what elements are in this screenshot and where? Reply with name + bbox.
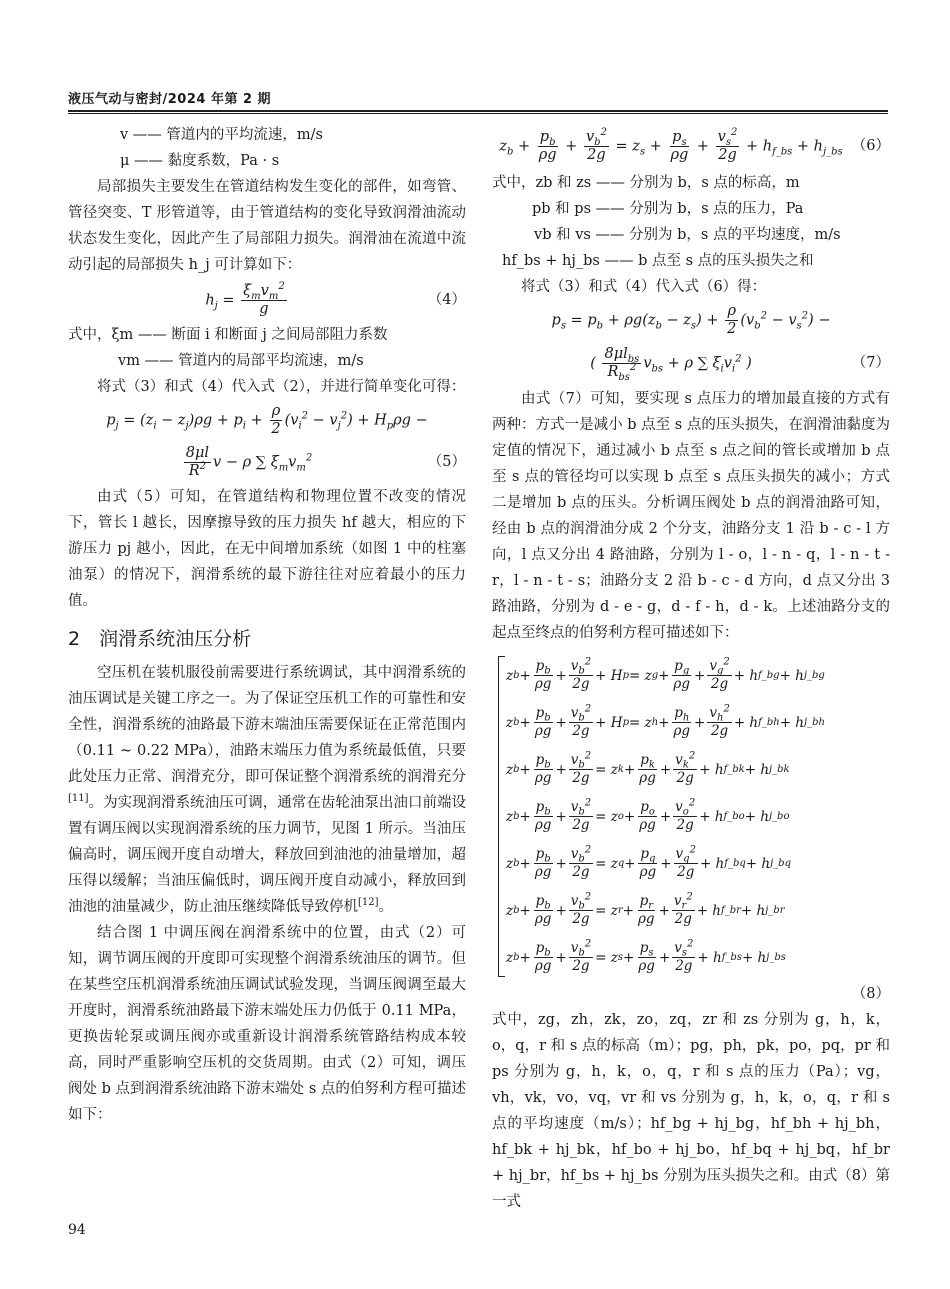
header-rule-thin (68, 113, 888, 114)
definition-p: pb 和 ps —— 分别为 b，s 点的压力，Pa (532, 201, 804, 217)
citation-11: [11] (68, 793, 89, 805)
equation-7-line1: $p_s = p_b + \rho g(z_b - z_s)$ + $\frac{\rho}{2}$ $(v_b^2 - v_s^2)$ − (551, 302, 831, 337)
page-number: 94 (68, 1222, 86, 1238)
left-column (68, 122, 466, 1128)
equation-8-row-g: z b + $\frac{p_b}{\rho g}$ + $\frac{v_b^2}{2g}$ + H p = z g + $\frac{p_g}{\rho g}$ + $\frac{v_g^2}{2g}$ + h f_bg + h j_bg (506, 656, 825, 692)
equation-8-row-k: z b + $\frac{p_b}{\rho g}$ + $\frac{v_b^2}{2g}$ = z k + $\frac{p_k}{\rho g}$ + $\frac{v_k^2}{2g}$ + h f_bk + h j_bk (506, 750, 790, 786)
paragraph-valve-position: 结合图 1 中调压阀在润滑系统中的位置，由式（2）可知，调节调压阀的开度即可实现整个润滑系统油压的调节。但在某些空压机润滑系统油压调试试验发现，当调压阀调至最大开度时，润滑系统油路最下游末端处压力仍低于 0.11 MPa，更换齿轮泵或调压阀亦或重新设计润滑系统管路结构成本较高，同时严重影响空压机的交货周期。由式（2）可知，调压阀处 b 点到润滑系统油路下游末端处 s 点的伯努利方程可描述如下： (68, 925, 466, 1123)
equation-4-number: （4） (427, 292, 466, 308)
equation-6: $z_b$ + $\frac{p_b}{\rho g}$ + $\frac{v_b^2}{2g}$ = $z_s$ + $\frac{p_s}{\rho g}$ + $\frac{v_s^2}{2g}$ + $h_{f\_bs} + h_{j\_bs}$ （6） (499, 126, 890, 163)
right-column (492, 122, 890, 1215)
definition-z: 式中，zb 和 zs —— 分别为 b，s 点的标高，m (492, 175, 800, 191)
equation-8-system (492, 652, 890, 981)
paragraph-local-loss: 局部损失主要发生在管道结构发生变化的部件，如弯管、管径突变、T 形管道等，由于管道结构的变化导致润滑油流动状态发生变化，因此产生了局部阻力损失。润滑油在流道中流动引起的局部损失 h_j 可计算如下： (68, 179, 466, 273)
header-rule (68, 110, 888, 112)
equation-7-number: （7） (851, 355, 890, 371)
paragraph-oil-debug: 空压机在装机服役前需要进行系统调试，其中润滑系统的油压调试是关键工序之一。为了保证空压机工作的可靠性和安全性，润滑系统的油路最下游末端油压需要保证在正常范围内（0.11 ~ 0.22 MPa），油路末端压力值为系统最低值，只要此处压力正常、润滑充分，即可保证整个润滑系统的润滑充分[11]。为实现润滑系统油压可调，通常在齿轮油泵出油口前端设置有调压阀以实现润滑系统的压力调节，见图 1 所示。当油压偏高时，调压阀开度自动增大，释放回到油池的油量增加，超压得以缓解；当油压偏低时，调压阀开度自动减小，释放回到油池的油量减少，防止油压继续降低导致停机[12]。 (68, 665, 466, 915)
paragraph-substitute-6: 将式（3）和式（4）代入式（6）得： (521, 279, 767, 295)
paragraph-substitute: 将式（3）和式（4）代入式（2），并进行简单变化可得： (97, 379, 466, 395)
citation-12: [12] (358, 897, 379, 909)
equation-4: $h_j$ = $\frac{\xi_mv_m^2}{g}$ （4） (205, 280, 466, 317)
equation-8-row-r: z b + $\frac{p_b}{\rho g}$ + $\frac{v_b^2}{2g}$ = z r + $\frac{p_r}{\rho g}$ + $\frac{v_r^2}{2g}$ + h f_br + h j_br (506, 891, 785, 927)
definition-xi: 式中，ξm —— 断面 i 和断面 j 之间局部阻力系数 (68, 327, 388, 343)
definition-vb: vb 和 vs —— 分别为 b，s 点的平均速度，m/s (534, 227, 841, 243)
equation-8-row-o: z b + $\frac{p_b}{\rho g}$ + $\frac{v_b^2}{2g}$ = z o + $\frac{p_o}{\rho g}$ + $\frac{v_o^2}{2g}$ + h f_bo + h j_bo (506, 797, 790, 833)
section-heading: 2 润滑系统油压分析 (68, 628, 252, 650)
equation-6-number: （6） (851, 138, 890, 154)
equation-8-number: （8） (851, 986, 890, 1002)
equation-8-row-s: z b + $\frac{p_b}{\rho g}$ + $\frac{v_b^2}{2g}$ = z s + $\frac{p_s}{\rho g}$ + $\frac{v_s^2}{2g}$ + h f_bs + h j_bs (506, 938, 786, 974)
journal-header: 液压气动与密封/2024 年第 2 期 (68, 92, 272, 107)
equation-5-line2: $\frac{8\mu l}{R^2}$ v − ρ ∑ $\xi_mv_m^2$ （5） (185, 444, 466, 479)
definition-mu: μ —— 黏度系数，Pa · s (120, 153, 280, 169)
equation-8-row-q: z b + $\frac{p_b}{\rho g}$ + $\frac{v_b^2}{2g}$ = z q + $\frac{p_q}{\rho g}$ + $\frac{v_q^2}{2g}$ + h f_bq + h j_bq (506, 844, 791, 880)
definition-h: hf_bs + hj_bs —— b 点至 s 点的压头损失之和 (502, 253, 814, 269)
equation-8-row-h: z b + $\frac{p_b}{\rho g}$ + $\frac{v_b^2}{2g}$ + H p = z h + $\frac{p_h}{\rho g}$ + $\frac{v_h^2}{2g}$ + h f_bh + h j_bh (506, 703, 825, 739)
definition-vm: vm —— 管道内的局部平均流速，m/s (118, 353, 364, 369)
equation-5-number: （5） (427, 454, 466, 470)
paragraph-symbols: 式中，zg，zh，zk，zo，zq，zr 和 zs 分别为 g，h，k，o，q，r 和 s 点的标高（m）；pg，ph，pk，po，pq，pr 和 ps 分别为 g，h，k，o，q，r 和 s 点的压力（Pa）；vg，vh，vk，vo，vq，vr 和 vs 分别为 g，h，k，o，q，r 和 s 点的平均速度（m/s）；hf_bg + hj_bg，hf_bh + hj_bh，hf_bk + hj_bk，hf_bo + hj_bo，hf_bq + hj_bq，hf_br + hj_br，hf_bs + hj_bs 分别为压头损失之和。由式（8）第一式 (492, 1012, 890, 1210)
paragraph-pressure-loss: 由式（5）可知，在管道结构和物理位置不改变的情况下，管长 l 越长，因摩擦导致的压力损失 hf 越大，相应的下游压力 pj 越小，因此，在无中间增加系统（如图 1 中的柱塞油泵）的情况下，润滑系统的最下游往往对应着最小的压力值。 (68, 489, 466, 609)
paragraph-methods: 由式（7）可知，要实现 s 点压力的增加最直接的方式有两种：方式一是减小 b 点至 s 点的压头损失，在润滑油黏度为定值的情况下，通过减小 b 点至 s 点之间的管长或增加 b 点至 s 点的管径均可以实现 b 点至 s 点压头损失的减小；方式二是增加 b 点的压头。分析调压阀处 b 点的润滑油路可知，经由 b 点的润滑油分成 2 个分支，油路分支 1 沿 b - c - l 方向，l 点又分出 4 路油路，分别为 l - o，l - n - q，l - n - t - r，l - n - t - s；油路分支 2 沿 b - c - d 方向，d 点又分出 3 路油路，分别为 d - e - g，d - f - h，d - k。上述油路分支的起点至终点的伯努利方程可描述如下： (492, 391, 890, 641)
equation-5-line1: $p_j = (z_i - z_j)\rho g + p_i$ + $\frac{\rho}{2}$ $(v_i^2 - v_j^2) + H_p\rho g$ − (106, 402, 428, 437)
equation-7-line2: ( $\frac{8\mu l_{bs}}{R_{bs}^2}$ $v_{bs} + \rho$ ∑ $\xi_iv_i^2$ ) （7） (590, 345, 890, 383)
definition-v: v —— 管道内的平均流速，m/s (120, 127, 323, 143)
